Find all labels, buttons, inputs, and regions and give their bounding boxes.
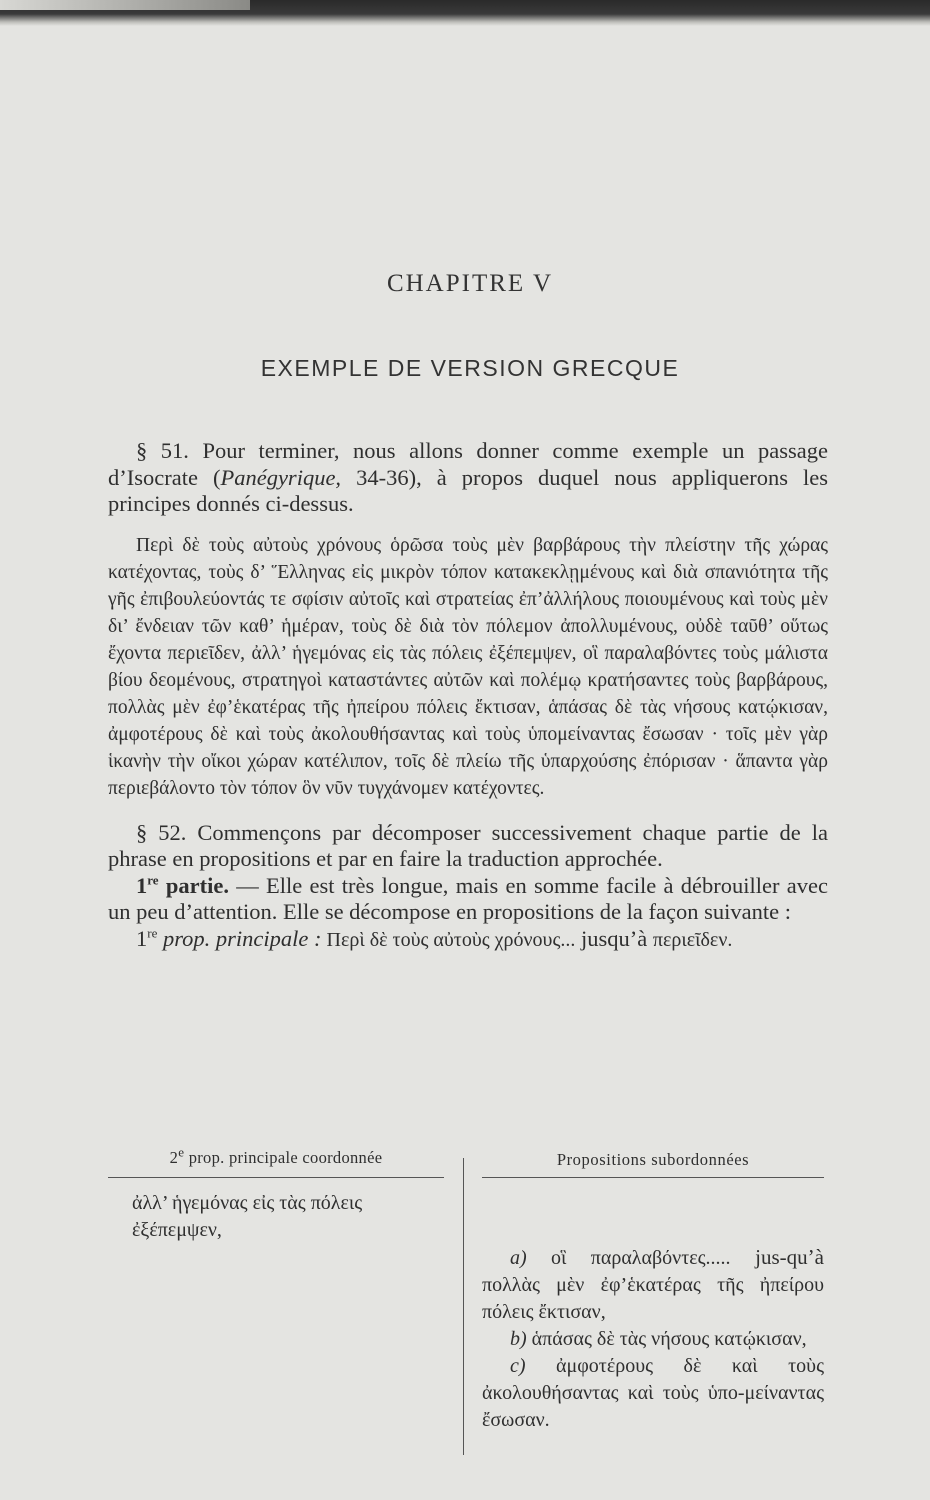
paragraph-51-end: 34-36), à propos duquel nous appliquerons les principes donnés ci-dessus.	[108, 464, 828, 516]
subordinate-b-greek: ἁπάσας δὲ τὰς νήσους κατῴκισαν,	[526, 1328, 807, 1350]
paragraph-51	[108, 438, 828, 518]
subordinate-a-greek-2: πολλὰς μὲν ἐφ’ἑκατέρας τῆς ἠπείρου πόλεις ἔκτισαν,	[482, 1274, 824, 1323]
right-column-header: Propositions subordonnées	[556, 1150, 750, 1169]
proposition-1-label: prop. principale :	[157, 925, 322, 951]
proposition-1-end: περιεῖδεν.	[652, 928, 733, 951]
left-column-text: ἀλλ’ ἡγεμόνας εἰς τὰς πόλεις ἐξέπεμψεν,	[132, 1192, 363, 1241]
left-header-rule	[108, 1177, 444, 1178]
proposition-1-number: 1	[136, 925, 148, 951]
proposition-1-greek: Περὶ δὲ τοὺς αὐτοὺς χρόνους...	[321, 928, 576, 951]
right-header-rule	[482, 1177, 824, 1178]
right-column-text	[482, 1244, 824, 1434]
chapter-heading: CHAPITRE V	[386, 270, 554, 297]
paragraph-51-start: § 51. Pour terminer, nous allons donner comme exemple un passage d’Isocrate (	[108, 438, 828, 490]
column-divider	[463, 1158, 464, 1455]
subordinate-b-label: b)	[510, 1328, 527, 1350]
left-column-header-number: 2	[169, 1148, 179, 1167]
subordinate-c	[482, 1353, 824, 1434]
left-column-header-text: prop. principale coordonnée	[184, 1148, 383, 1167]
part-1-label	[136, 873, 229, 898]
subordinate-a-label: a)	[510, 1247, 527, 1269]
left-column-header	[108, 1144, 444, 1168]
chapter-title: EXEMPLE DE VERSION GRECQUE	[260, 355, 680, 381]
part-1-word: partie.	[158, 872, 229, 898]
left-column-header-superscript: e	[178, 1144, 185, 1160]
subordinate-b	[482, 1326, 824, 1353]
part-1-text: — Elle est très longue, mais en somme facile à débrouiller avec un peu d’attention. Elle se décompose en propositions de la façon suivante :	[108, 872, 828, 924]
subordinate-c-label: c)	[510, 1355, 526, 1377]
subordinate-a-greek-1: οἳ παραλαβόντες.....	[526, 1247, 731, 1269]
paragraph-52: § 52. Commençons par décomposer successivement chaque partie de la phrase en propositions et par en faire la traduction approchée.	[108, 819, 828, 871]
work-title: Panégyrique,	[220, 464, 342, 490]
subordinate-a	[482, 1244, 824, 1326]
subordinate-c-greek: ἀμφοτέρους δὲ καὶ τοὺς ἀκολουθήσαντας καὶ τοὺς ὑπο-μείναντας ἔσωσαν.	[482, 1355, 824, 1431]
proposition-1-paragraph	[108, 926, 828, 954]
proposition-1-until: jusqu’à	[575, 925, 653, 951]
part-1-superscript: re	[147, 872, 159, 887]
greek-passage: Περὶ δὲ τοὺς αὐτοὺς χρόνους ὁρῶσα τοὺς μὲν βαρβάρους τὴν πλείστην τῆς χώρας κατέχοντας, τοὺς δ’ Ἕλληνας εἰς μικρὸν τόπον κατακεκλῃμένους καὶ διὰ σπανιότητα τῆς γῆς ἐπιβουλεύοντάς τε σφίσιν αὐτοῖς καὶ στρατείας ἐπ’ἀλλήλους ποιουμένους καὶ τοὺς μὲν δι’ ἔνδειαν τῶν καθ’ ἡμέραν, τοὺς δὲ διὰ τὸν πόλεμον ἀπολλυμένους, οὐδὲ ταῦθ’ οὕτως ἔχοντα περιεῖδεν, ἀλλ’ ἡγεμόνας εἰς τὰς πόλεις ἐξέπεμψεν, οἳ παραλαβόντες τοὺς μάλιστα βίου δεομένους, στρατηγοὶ καταστάντες αὐτῶν καὶ πολέμῳ κρατήσαντες τοὺς βαρβάρους, πολλὰς μὲν ἐφ’ἑκατέρας τῆς ἠπείρου πόλεις ἔκτισαν, ἁπάσας δὲ τὰς νήσους κατῴκισαν, ἀμφοτέρους δὲ καὶ τοὺς ἀκολουθήσαντας καὶ τοὺς ὑπομείναντας ἔσωσαν · τοῖς μὲν γὰρ ἱκανὴν τὴν οἴκοι χώραν κατέλιπον, τοῖς δὲ πλείω τῆς ὑπαρχούσης ἐπόρισαν · ἅπαντα γὰρ περιεβάλοντο τὸν τόπον ὃν νῦν τυγχάνομεν κατέχοντες.	[108, 534, 828, 799]
part-1-number: 1	[136, 872, 148, 898]
part-1-paragraph	[108, 873, 828, 926]
body-text	[108, 438, 828, 953]
subordinate-a-text: jus-qu’à	[730, 1245, 824, 1269]
proposition-1-superscript: re	[147, 925, 158, 940]
